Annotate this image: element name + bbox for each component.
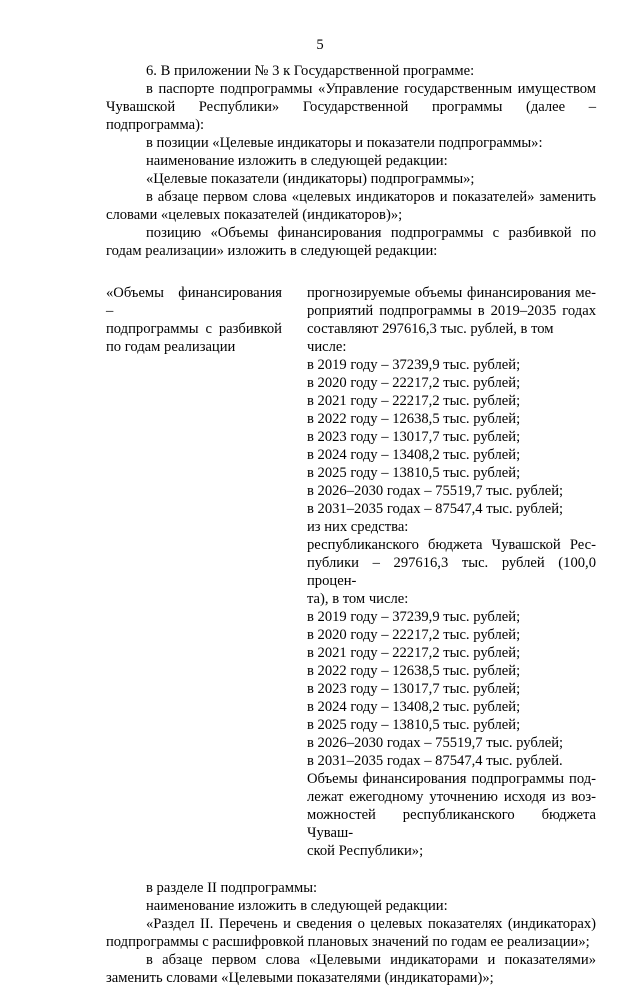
right-cell-line: ской Республики»; bbox=[307, 843, 424, 859]
document-body bbox=[106, 62, 596, 987]
right-cell-line: в 2026–2030 годах – 75519,7 тыс. рублей; bbox=[307, 483, 564, 499]
right-cell-line: в 2019 году – 37239,9 тыс. рублей; bbox=[307, 609, 521, 625]
intro-section bbox=[106, 62, 596, 260]
right-cell-line: в 2021 году – 22217,2 тыс. рублей; bbox=[307, 393, 521, 409]
right-cell-line: в 2025 году – 13810,5 тыс. рублей; bbox=[307, 465, 521, 481]
right-cell-line: в 2023 году – 13017,7 тыс. рублей; bbox=[307, 429, 521, 445]
paragraph: в паспорте подпрограммы «Управление государственным имуществом Чувашской Республики» Государственной программы (далее – подпрограмма): bbox=[106, 81, 596, 133]
right-cell-line: в 2031–2035 годах – 87547,4 тыс. рублей. bbox=[307, 753, 563, 769]
right-cell-line: можностей республиканского бюджета Чуваш- bbox=[307, 807, 596, 841]
paragraph: наименование изложить в следующей редакции: bbox=[146, 898, 448, 914]
right-cell-line: республиканского бюджета Чувашской Рес- bbox=[307, 537, 596, 553]
paragraph: позицию «Объемы финансирования подпрограммы с разбивкой по годам реализации» изложить в следующей редакции: bbox=[106, 225, 596, 259]
left-cell-line: по годам реализации bbox=[106, 339, 236, 355]
table-left-column bbox=[106, 284, 282, 860]
right-cell-line: в 2019 году – 37239,9 тыс. рублей; bbox=[307, 357, 521, 373]
table-right-column bbox=[307, 284, 596, 860]
right-cell-line: Объемы финансирования подпрограммы под- bbox=[307, 771, 596, 787]
page-number: 5 bbox=[316, 37, 324, 53]
blank-line bbox=[106, 260, 596, 278]
right-cell-line: в 2031–2035 годах – 87547,4 тыс. рублей; bbox=[307, 501, 564, 517]
right-cell-line: роприятий подпрограммы в 2019–2035 годах bbox=[307, 303, 596, 319]
right-cell-line: в 2023 году – 13017,7 тыс. рублей; bbox=[307, 681, 521, 697]
left-cell-line: «Объемы финансирования – bbox=[106, 285, 282, 319]
right-cell-line: в 2022 году – 12638,5 тыс. рублей; bbox=[307, 663, 521, 679]
right-cell-line: в 2024 году – 13408,2 тыс. рублей; bbox=[307, 447, 521, 463]
right-cell-line: в 2026–2030 годах – 75519,7 тыс. рублей; bbox=[307, 735, 564, 751]
right-cell-line: из них средства: bbox=[307, 519, 409, 535]
paragraph: в разделе II подпрограммы: bbox=[146, 880, 318, 896]
paragraph: «Целевые показатели (индикаторы) подпрограммы»; bbox=[146, 171, 475, 187]
paragraph: в позиции «Целевые индикаторы и показатели подпрограммы»: bbox=[146, 135, 543, 151]
financing-table bbox=[106, 284, 596, 860]
right-cell-line: в 2020 году – 22217,2 тыс. рублей; bbox=[307, 627, 521, 643]
after-section bbox=[106, 879, 596, 987]
right-cell-line: лежат ежегодному уточнению исходя из воз- bbox=[307, 789, 596, 805]
right-cell-line: в 2025 году – 13810,5 тыс. рублей; bbox=[307, 717, 521, 733]
paragraph: «Раздел II. Перечень и сведения о целевых показателях (индикаторах) подпрограммы с расшифровкой плановых значений по годам ее реализации»; bbox=[106, 916, 596, 950]
left-cell-line: подпрограммы с разбивкой bbox=[106, 321, 282, 337]
right-cell-line: в 2024 году – 13408,2 тыс. рублей; bbox=[307, 699, 521, 715]
right-cell-line: в 2022 году – 12638,5 тыс. рублей; bbox=[307, 411, 521, 427]
right-cell-line: составляют 297616,3 тыс. рублей, в том числе: bbox=[307, 321, 554, 355]
right-cell-line: в 2021 году – 22217,2 тыс. рублей; bbox=[307, 645, 521, 661]
paragraph: в абзаце первом слова «Целевыми индикаторами и показателями» заменить словами «Целевыми показателями (индикаторами)»; bbox=[106, 952, 596, 986]
right-cell-line: публики – 297616,3 тыс. рублей (100,0 процен- bbox=[307, 555, 596, 589]
right-cell-line: прогнозируемые объемы финансирования ме- bbox=[307, 285, 596, 301]
right-cell-line: в 2020 году – 22217,2 тыс. рублей; bbox=[307, 375, 521, 391]
paragraph: 6. В приложении № 3 к Государственной программе: bbox=[146, 63, 475, 79]
right-cell-line: та), в том числе: bbox=[307, 591, 409, 607]
paragraph: в абзаце первом слова «целевых индикаторов и показателей» заменить словами «целевых показателей (индикаторов)»; bbox=[106, 189, 596, 223]
paragraph: наименование изложить в следующей редакции: bbox=[146, 153, 448, 169]
